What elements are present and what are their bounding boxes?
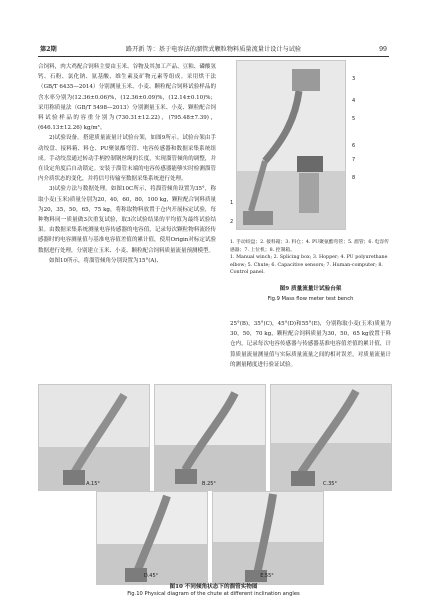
left-paragraph-4: 如图10所示，将溜管倾角分别设置为15°(A)、 <box>49 257 163 264</box>
journal-issue: 第2期 <box>40 46 57 53</box>
fig9-callout-2: 2 <box>230 219 234 225</box>
figure10-caption-zh: 图10 不同倾角状态下的溜管实物图 <box>169 584 258 590</box>
figure10-photo-b <box>154 384 266 491</box>
figure10-caption-en: Fig.10 Physical diagram of the chute at different inclination angles <box>127 591 300 597</box>
figure9-legend-zh: 1. 手动绞盘；2. 接料箱；3. 料仓；4. PU聚氨酯弯管；5. 溜管；6. 电容传感器；7. 上位机；8. 控制箱。 <box>230 240 389 253</box>
figure10-photo-c <box>270 384 392 491</box>
figure9-caption-en: Fig.9 Mass flow meter test bench <box>267 296 354 302</box>
left-paragraph-2: 2)试验设备。搭建质量流量计试验台架，如图9所示。试验台架由手动绞盘、接料箱、料仓、PU聚氨酯弯管、电容传感器和数据采集系统组成。手动绞盘通过转动手柄控制钢丝绳的长度，实现溜管倾角的调整，并在设定角度后自动锁定。安装于溜管末端的电容传感器能够实时检测溜管内介质状态的变化，并将信号传输至数据采集系统进行处理。 <box>38 135 216 183</box>
fig9-callout-7: 7 <box>352 157 356 163</box>
figure10-label-b: B.25° <box>202 481 216 487</box>
page-number: 99 <box>379 46 387 53</box>
figure9-caption-zh: 图9 质量流量计试验台架 <box>279 286 342 292</box>
left-paragraph-1: 合饲料，肉大鸡配合饲料主要由玉米、谷物及其加工产品、豆粕、磷酸氢钙、石粉、氯化钠、氨基酸、维生素及矿物元素等组成。采用烘干法（GB/T 6435—2014）分别测量玉米、小麦、颗粒配合饲料试验样品的含水率分别为(12.36±0.06)%，(12.36±0.09)%，(12.14±0.10)%；采用称质量法（GB/T 5498—2013）分别测量玉米、小麦、颗粒配合饲料试验样品的容重分别为(730.31±12.22)，(795.48±7.39)，(646.13±12.26) kg/m³。 <box>38 64 216 132</box>
right-column <box>230 319 391 370</box>
figure10-label-a: A.15° <box>86 481 100 487</box>
figure10-photo-d <box>96 491 208 585</box>
header-rule <box>38 56 389 57</box>
right-paragraph-1: 25°(B)，35°(C)，45°(D)和55°(E)，分别称取小麦(玉米)质量为30，50，70 kg，颗粒配合饲料质量为30，50，65 kg放置于料仓内，记录每次电容传感器与传感器基准电容值差值的累计值，计算质量流量测量值与实际质量流量之间的相对误差，对质量流量计的测量精度进行验证试验。 <box>230 321 391 368</box>
fig9-callout-4: 4 <box>352 98 356 104</box>
figure9-legend-en: 1. Manual winch; 2. Splicing box; 3. Hopper; 4. PU polyurethane elbow; 5. Chute; 6. Capacitive sensors; 7. Human-computer; 8. Control panel. <box>230 255 388 276</box>
left-column <box>38 62 216 266</box>
fig9-callout-3: 3 <box>352 76 356 82</box>
figure9-photo <box>236 60 346 230</box>
fig9-callout-5: 5 <box>352 116 356 122</box>
figure10-label-d: D.45° <box>143 573 159 579</box>
figure10-label-c: C.35° <box>323 481 337 487</box>
figure10-label-e: E.55° <box>260 573 274 579</box>
figure9-legend <box>230 239 391 277</box>
running-title: 路开新 等：基于电容法的溜管式颗粒物料质量流量计设计与试验 <box>125 46 302 53</box>
left-paragraph-3: 3)试验方法与数据处理。如图10C所示，将溜管倾角设置为35°，称取小麦(玉米)质量分别为20，40，60，80，100 kg，颗粒配合饲料质量为20，35，50，65，75 kg，将称取物料放置于仓内开展标定试验，每种物料同一质量做3次重复试验，取3次试验结果的平均值为最终试验结果。由数据采集系统测量电容传感器的电容值，记录每次颗粒物料流经传感器时的电容测量值与基准电容值差值的累计值，使用Origin对标定试验数据进行处理，分别建立玉米、小麦、颗粒配合饲料质量流量预测模型。 <box>38 186 216 254</box>
fig9-callout-8: 8 <box>352 175 356 181</box>
figure10-photo-e <box>212 491 324 585</box>
fig9-callout-6: 6 <box>352 143 356 149</box>
fig9-callout-1: 1 <box>230 200 234 206</box>
figure10-photo-a <box>38 384 150 491</box>
